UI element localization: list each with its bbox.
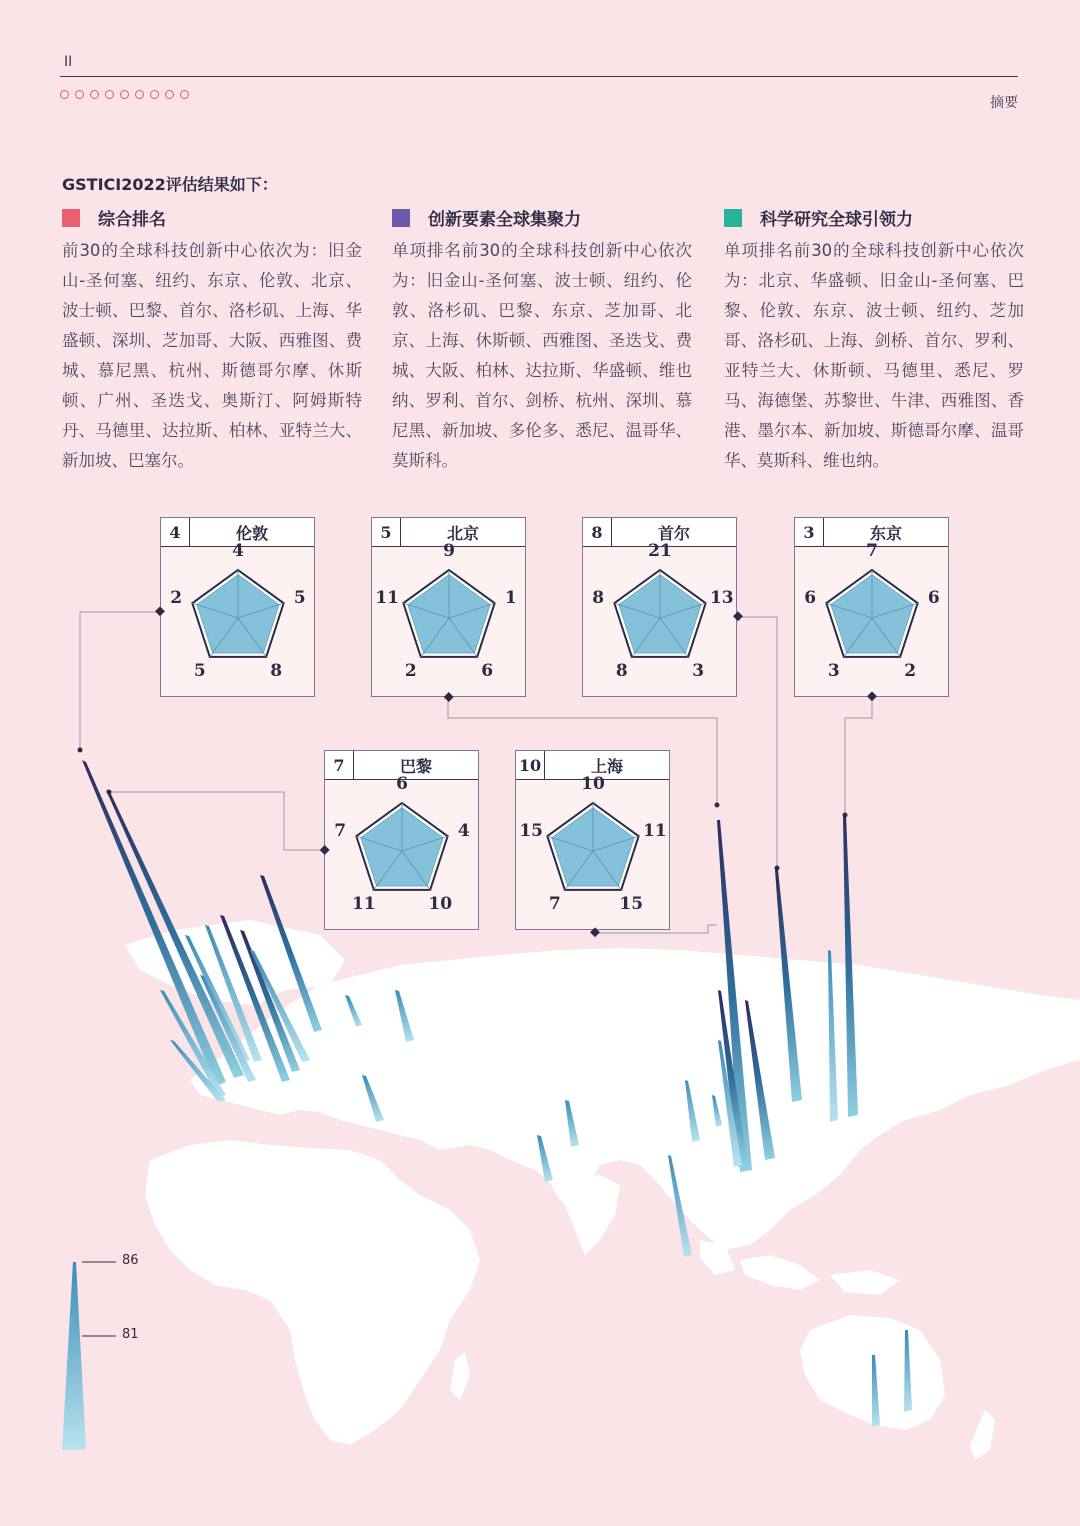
- city-card-seoul: [582, 517, 737, 697]
- radar-value: 10: [581, 774, 605, 794]
- city-card-london: [160, 517, 315, 697]
- page-number: II: [64, 54, 73, 70]
- column-body: 前30的全球科技创新中心依次为：旧金山-圣何塞、纽约、东京、伦敦、北京、波士顿、巴黎、首尔、洛杉矶、上海、华盛顿、深圳、芝加哥、大阪、西雅图、费城、慕尼黑、杭州、斯德哥尔摩、休斯顿、广州、圣迭戈、奥斯汀、阿姆斯特丹、马德里、达拉斯、柏林、亚特兰大、新加坡、巴塞尔。: [62, 241, 362, 470]
- city-name: 首尔: [657, 523, 690, 543]
- radar-value: 21: [648, 541, 672, 561]
- column-body: 单项排名前30的全球科技创新中心依次为：北京、华盛顿、旧金山-圣何塞、巴黎、伦敦、东京、波士顿、纽约、芝加哥、洛杉矶、上海、剑桥、首尔、罗利、亚特兰大、休斯顿、马德里、悉尼、罗马、海德堡、苏黎世、牛津、西雅图、香港、墨尔本、新加坡、斯德哥尔摩、温哥华、莫斯科、维也纳。: [724, 241, 1024, 470]
- radar-value: 8: [270, 660, 283, 681]
- column-body: 单项排名前30的全球科技创新中心依次为：旧金山-圣何塞、波士顿、纽约、伦敦、洛杉矶、巴黎、东京、芝加哥、北京、上海、休斯顿、西雅图、圣迭戈、费城、大阪、柏林、达拉斯、华盛顿、维也纳、罗利、首尔、剑桥、杭州、深圳、慕尼黑、新加坡、多伦多、悉尼、温哥华、莫斯科。: [392, 241, 692, 470]
- radar-value: 9: [443, 541, 455, 561]
- radar-value: 7: [334, 820, 347, 841]
- city-name: 东京: [869, 523, 902, 543]
- section-title: 摘要: [990, 95, 1018, 111]
- city-card-beijing: [371, 517, 526, 697]
- radar-value: 10: [428, 893, 453, 914]
- column-heading: 创新要素全球集聚力: [392, 205, 692, 230]
- city-rank: 5: [372, 518, 401, 546]
- radar-value: 4: [457, 820, 470, 841]
- radar-value: 3: [692, 660, 705, 681]
- radar-value: 15: [519, 820, 544, 841]
- radar-chart: [325, 779, 477, 929]
- city-rank: 10: [516, 751, 545, 779]
- radar-value: 1: [504, 587, 517, 608]
- city-card-tokyo: [794, 517, 949, 697]
- radar-value: 2: [404, 660, 417, 681]
- intro-heading: GSTICI2022评估结果如下：: [62, 175, 278, 194]
- radar-value: 3: [827, 660, 840, 681]
- radar-value: 2: [904, 660, 917, 681]
- city-card-paris: [324, 750, 479, 930]
- column-heading: 综合排名: [62, 205, 362, 230]
- radar-chart: [583, 546, 735, 696]
- column-heading: 科学研究全球引领力: [724, 205, 1024, 230]
- city-rank: 3: [795, 518, 824, 546]
- radar-chart: [516, 779, 668, 929]
- radar-value: 11: [375, 587, 400, 608]
- radar-value: 2: [170, 587, 183, 608]
- city-name: 伦敦: [235, 523, 268, 543]
- city-rank: 7: [325, 751, 354, 779]
- radar-value: 6: [804, 587, 817, 608]
- radar-chart: [372, 546, 524, 696]
- radar-value: 7: [866, 541, 878, 561]
- radar-value: 13: [709, 587, 734, 608]
- city-rank: 4: [161, 518, 190, 546]
- radar-value: 11: [642, 820, 667, 841]
- radar-value: 11: [351, 893, 376, 914]
- radar-value: 7: [548, 893, 561, 914]
- radar-value: 15: [619, 893, 644, 914]
- radar-value: 5: [193, 660, 206, 681]
- legend-low-value: 81: [122, 1327, 139, 1342]
- radar-value: 5: [293, 587, 306, 608]
- radar-value: 8: [592, 587, 605, 608]
- legend-spike: [62, 1262, 116, 1450]
- radar-value: 4: [232, 541, 244, 561]
- radar-value: 6: [396, 774, 408, 794]
- city-card-shanghai: [515, 750, 670, 930]
- city-name: 北京: [446, 523, 479, 543]
- city-name: 上海: [590, 756, 623, 776]
- city-rank: 8: [583, 518, 612, 546]
- radar-chart: [161, 546, 313, 696]
- radar-value: 8: [615, 660, 628, 681]
- city-name: 巴黎: [399, 756, 432, 776]
- radar-chart: [795, 546, 947, 696]
- legend-high-value: 86: [122, 1253, 139, 1268]
- radar-value: 6: [481, 660, 494, 681]
- radar-value: 6: [927, 587, 940, 608]
